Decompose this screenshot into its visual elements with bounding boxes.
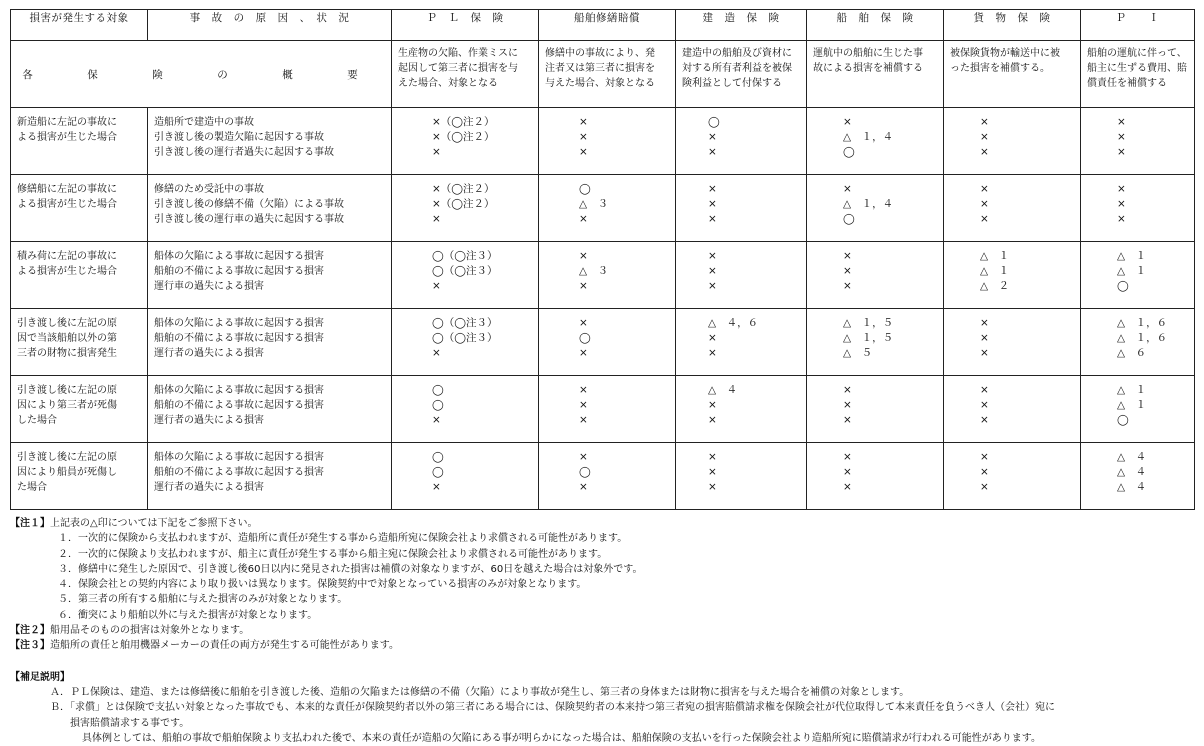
- coverage-mark: ×: [432, 481, 441, 493]
- incident-line: 引き渡し後の運行車の過失に起因する事故: [154, 214, 344, 225]
- incident-line: 船体の欠陥による事故に起因する損害: [154, 318, 324, 329]
- coverage-mark: ×（◯注２）: [432, 131, 495, 143]
- note3-label: 【注３】: [10, 640, 50, 652]
- coverage-mark: ◯: [579, 183, 591, 195]
- coverage-cell: [539, 376, 676, 443]
- note2-text: 船用品そのものの損害は対象外となります。: [50, 625, 250, 637]
- case-incidents: [148, 175, 392, 242]
- coverage-cell: [539, 309, 676, 376]
- coverage-cell: [1081, 108, 1195, 175]
- coverage-mark: ◯: [432, 451, 444, 463]
- coverage-mark: ×: [708, 250, 717, 262]
- overview-desc: [1081, 41, 1195, 108]
- overview-desc-line: 対する所有者利益を被保: [682, 63, 792, 74]
- overview-desc-line: った損害を補償する。: [950, 63, 1050, 74]
- coverage-cell: [539, 242, 676, 309]
- coverage-mark: △ １: [1117, 384, 1147, 396]
- coverage-mark: ×: [579, 116, 588, 128]
- coverage-cell: [676, 175, 807, 242]
- coverage-mark: ×: [708, 466, 717, 478]
- coverage-mark: ×: [980, 399, 989, 411]
- coverage-cell: [807, 443, 944, 510]
- case-target-line: 三者の財物に損害発生: [17, 348, 117, 359]
- coverage-mark: ×: [980, 414, 989, 426]
- case-target: [11, 108, 148, 175]
- coverage-cell: [676, 242, 807, 309]
- coverage-mark: ×: [843, 265, 852, 277]
- coverage-mark: ×（◯注２）: [432, 183, 495, 195]
- coverage-mark: ×: [432, 280, 441, 292]
- coverage-mark: ×: [980, 317, 989, 329]
- notes-section: [10, 516, 1194, 746]
- coverage-mark: ×: [579, 250, 588, 262]
- coverage-mark: ◯: [579, 466, 591, 478]
- overview-desc: [807, 41, 944, 108]
- overview-desc-line: えた場合、対象となる: [398, 78, 498, 89]
- coverage-mark: ×: [708, 451, 717, 463]
- coverage-mark: ×: [843, 466, 852, 478]
- header-row: [11, 10, 1195, 41]
- case-row: [11, 443, 1195, 510]
- coverage-cell: [539, 175, 676, 242]
- supplement-item-a: Ａ．ＰＬ保険は、建造、または修繕後に船舶を引き渡した後、造船の欠陥または修繕の不備（欠陥）により事故が発生し、第三者の身体または財物に損害を与えた場合を補償の対象とします。: [50, 686, 910, 698]
- note1-item: ４．保険会社との契約内容により取り扱いは異なります。保険契約中で対象となっている損害のみが対象となります。: [58, 579, 587, 591]
- note2-label: 【注２】: [10, 625, 50, 637]
- case-rows: [11, 108, 1195, 510]
- coverage-mark: ×: [980, 347, 989, 359]
- case-target-line: 因により船員が死傷し: [17, 467, 117, 478]
- case-row: [11, 108, 1195, 175]
- overview-desc-line: 被保険貨物が輸送中に被: [950, 48, 1060, 59]
- header-construction-insurance: 建 造 保 険: [676, 10, 807, 41]
- coverage-mark: △ １，５: [843, 317, 894, 329]
- case-target-line: よる損害が生じた場合: [17, 132, 117, 143]
- coverage-mark: ×: [579, 317, 588, 329]
- coverage-cell: [392, 309, 539, 376]
- coverage-cell: [1081, 242, 1195, 309]
- note1-item: １．一次的に保険から支払われますが、造船所に責任が発生する事から造船所宛に保険会社より求償される可能性があります。: [58, 533, 628, 545]
- coverage-mark: ×: [432, 347, 441, 359]
- overview-desc-line: 与えた場合、対象となる: [545, 78, 655, 89]
- coverage-mark: ×（◯注２）: [432, 116, 495, 128]
- coverage-mark: △ ４: [1117, 466, 1147, 478]
- coverage-mark: △ ４，６: [708, 317, 759, 329]
- incident-line: 引き渡し後の修繕不備（欠陥）による事故: [154, 199, 344, 210]
- coverage-mark: ×: [579, 399, 588, 411]
- note1-item: ２．一次的に保険より支払われますが、船主に責任が発生する事から船主宛に保険会社より求償される可能性があります。: [58, 548, 608, 560]
- coverage-mark: ◯: [432, 384, 444, 396]
- coverage-mark: ×: [843, 451, 852, 463]
- overview-desc-line: 船舶の運航に伴って、: [1087, 48, 1187, 59]
- coverage-mark: ×: [432, 414, 441, 426]
- coverage-mark: ×: [980, 451, 989, 463]
- note1-item: ６．衝突により船舶以外に与えた損害が対象となります。: [58, 609, 318, 621]
- coverage-mark: ◯: [843, 213, 855, 225]
- coverage-mark: ◯（◯注３）: [432, 250, 498, 262]
- coverage-mark: ×: [432, 213, 441, 225]
- coverage-cell: [676, 376, 807, 443]
- coverage-mark: ×: [708, 146, 717, 158]
- coverage-cell: [807, 175, 944, 242]
- coverage-mark: ×: [1117, 213, 1126, 225]
- coverage-mark: ×: [708, 481, 717, 493]
- coverage-cell: [392, 443, 539, 510]
- supplement-continuation: 損害賠償請求する事です。: [70, 717, 190, 729]
- coverage-mark: ◯: [432, 466, 444, 478]
- coverage-mark: ◯: [843, 146, 855, 158]
- coverage-mark: ×: [1117, 183, 1126, 195]
- overview-desc-line: 起因して第三者に損害を与: [398, 63, 518, 74]
- case-row: [11, 242, 1195, 309]
- incident-line: 船体の欠陥による事故に起因する損害: [154, 251, 324, 262]
- coverage-mark: ◯（◯注３）: [432, 265, 498, 277]
- coverage-mark: △ ４: [1117, 481, 1147, 493]
- note3-text: 造船所の責任と舶用機器メーカーの責任の両方が発生する可能性があります。: [50, 640, 399, 652]
- case-target-line: よる損害が生じた場合: [17, 199, 117, 210]
- coverage-mark: ×: [708, 183, 717, 195]
- coverage-cell: [676, 443, 807, 510]
- incident-line: 船体の欠陥による事故に起因する損害: [154, 385, 324, 396]
- header-cause: 事 故 の 原 因 、 状 況: [148, 10, 392, 41]
- coverage-mark: ×: [579, 213, 588, 225]
- coverage-mark: ×: [1117, 198, 1126, 210]
- overview-desc-line: 修繕中の事故により、発: [545, 48, 655, 59]
- coverage-mark: △ ６: [1117, 347, 1147, 359]
- overview-desc: [539, 41, 676, 108]
- incident-line: 修繕のため受託中の事故: [154, 184, 264, 195]
- incident-line: 運行車の過失による損害: [154, 281, 264, 292]
- case-incidents: [148, 443, 392, 510]
- coverage-cell: [539, 108, 676, 175]
- coverage-mark: ×: [980, 466, 989, 478]
- coverage-mark: ×: [1117, 146, 1126, 158]
- case-row: [11, 175, 1195, 242]
- coverage-mark: ×: [843, 384, 852, 396]
- coverage-cell: [944, 376, 1081, 443]
- incident-line: 船舶の不備による事故に起因する損害: [154, 400, 324, 411]
- overview-desc-line: 注者又は第三者に損害を: [545, 63, 655, 74]
- coverage-mark: ×: [708, 280, 717, 292]
- case-incidents: [148, 242, 392, 309]
- incident-line: 船舶の不備による事故に起因する損害: [154, 333, 324, 344]
- case-target-line: 修繕船に左記の事故に: [17, 184, 117, 195]
- case-incidents: [148, 309, 392, 376]
- coverage-mark: △ ４: [708, 384, 738, 396]
- supplement-label: 【補足説明】: [10, 671, 70, 683]
- coverage-mark: ◯: [1117, 280, 1129, 292]
- coverage-mark: ×: [708, 347, 717, 359]
- case-target: [11, 242, 148, 309]
- coverage-mark: ×: [980, 384, 989, 396]
- case-incidents: [148, 108, 392, 175]
- coverage-mark: ×: [579, 384, 588, 396]
- header-hull-insurance: 船 舶 保 険: [807, 10, 944, 41]
- coverage-mark: ◯: [708, 116, 720, 128]
- overview-desc-line: 運航中の船舶に生じた事: [813, 48, 923, 59]
- coverage-mark: ×: [579, 451, 588, 463]
- incident-line: 運行者の過失による損害: [154, 348, 264, 359]
- case-target-line: た場合: [17, 482, 47, 493]
- overview-label: 各 保 険 の 概 要: [11, 41, 392, 108]
- note1-text: 上記表の△印については下記をご参照下さい。: [50, 518, 258, 529]
- coverage-mark: △ １: [1117, 265, 1147, 277]
- overview-desc-line: 償責任を補償する: [1087, 78, 1167, 89]
- overview-desc: [944, 41, 1081, 108]
- coverage-mark: ◯: [1117, 414, 1129, 426]
- coverage-mark: ×: [708, 265, 717, 277]
- case-target: [11, 175, 148, 242]
- case-row: [11, 309, 1195, 376]
- note1-item: ３．修繕中に発生した原因で、引き渡し後60日以内に発見された損害は補償の対象なりますが、60日を越えた場合は対象外です。: [58, 563, 643, 575]
- header-repair-liability: 船舶修繕賠償: [539, 10, 676, 41]
- case-target-line: 引き渡し後に左記の原: [17, 452, 117, 463]
- coverage-mark: △ ４: [1117, 451, 1147, 463]
- supplement-example: 具体例としては、船舶の事故で船舶保険より支払われた後で、本来の責任が造船の欠陥にある事が明らかになった場合は、船舶保険の支払いを行った保険会社より造船所宛に賠償請求が行われる可能性があります。: [82, 732, 1041, 744]
- header-target: 損害が発生する対象: [11, 10, 148, 41]
- coverage-cell: [676, 108, 807, 175]
- case-target: [11, 309, 148, 376]
- case-target-line: した場合: [17, 415, 57, 426]
- coverage-mark: △ ３: [579, 198, 609, 210]
- incident-line: 運行者の過失による損害: [154, 415, 264, 426]
- coverage-mark: ×: [1117, 131, 1126, 143]
- coverage-cell: [944, 309, 1081, 376]
- overview-desc-line: 故による損害を補償する: [813, 63, 923, 74]
- case-target: [11, 376, 148, 443]
- coverage-mark: △ １，６: [1117, 332, 1168, 344]
- coverage-cell: [1081, 376, 1195, 443]
- coverage-mark: ×: [1117, 116, 1126, 128]
- case-target-line: 因により第三者が死傷: [17, 400, 117, 411]
- coverage-cell: [392, 242, 539, 309]
- overview-desc: [676, 41, 807, 108]
- coverage-mark: ×: [843, 280, 852, 292]
- coverage-mark: △ １: [980, 265, 1010, 277]
- case-target-line: 因で当該船舶以外の第: [17, 333, 117, 344]
- coverage-cell: [392, 376, 539, 443]
- overview-row: [11, 41, 1195, 108]
- incident-line: 船舶の不備による事故に起因する損害: [154, 266, 324, 277]
- overview-desc-line: 険利益として付保する: [682, 78, 782, 89]
- incident-line: 船舶の不備による事故に起因する損害: [154, 467, 324, 478]
- insurance-coverage-table: [10, 9, 1195, 510]
- note1-label: 【注１】: [10, 518, 50, 529]
- incident-line: 引き渡し後の運行者過失に起因する事故: [154, 147, 334, 158]
- coverage-mark: △ １，５: [843, 332, 894, 344]
- coverage-mark: ×: [980, 116, 989, 128]
- coverage-mark: ×: [579, 131, 588, 143]
- incident-line: 運行者の過失による損害: [154, 482, 264, 493]
- incident-line: 引き渡し後の製造欠陥に起因する事故: [154, 132, 324, 143]
- case-target-line: 積み荷に左記の事故に: [17, 251, 117, 262]
- coverage-mark: ◯（◯注３）: [432, 332, 498, 344]
- coverage-mark: ×: [843, 414, 852, 426]
- coverage-mark: ×: [980, 213, 989, 225]
- coverage-mark: ×: [432, 146, 441, 158]
- coverage-mark: ×: [843, 481, 852, 493]
- supplement-item-b: Ｂ．「求償」とは保険で支払い対象となった事故でも、本来的な責任が保険契約者以外の第三者にある場合には、保険契約者の本来持つ第三者宛の損害賠償請求権を保険会社が代位取得して本来責任を負うべき人（会社）宛に: [50, 702, 1055, 714]
- overview-desc-line: 生産物の欠陥、作業ミスに: [398, 48, 518, 59]
- coverage-mark: ×: [980, 131, 989, 143]
- coverage-cell: [807, 309, 944, 376]
- coverage-mark: ×: [980, 183, 989, 195]
- coverage-mark: △ １，４: [843, 198, 894, 210]
- coverage-cell: [392, 175, 539, 242]
- header-pl-insurance: Ｐ Ｌ 保 険: [392, 10, 539, 41]
- coverage-cell: [807, 108, 944, 175]
- coverage-mark: △ ５: [843, 347, 873, 359]
- overview-desc: [392, 41, 539, 108]
- document: [10, 9, 1194, 746]
- coverage-mark: ×（◯注２）: [432, 198, 495, 210]
- coverage-mark: ◯: [579, 332, 591, 344]
- coverage-mark: ×: [980, 481, 989, 493]
- case-target-line: 新造船に左記の事故に: [17, 117, 117, 128]
- coverage-mark: ×: [980, 146, 989, 158]
- coverage-mark: △ １，６: [1117, 317, 1168, 329]
- coverage-mark: ×: [708, 399, 717, 411]
- coverage-mark: ×: [843, 116, 852, 128]
- coverage-mark: ×: [980, 198, 989, 210]
- header-cargo-insurance: 貨 物 保 険: [944, 10, 1081, 41]
- coverage-mark: ×: [579, 414, 588, 426]
- case-target-line: よる損害が生じた場合: [17, 266, 117, 277]
- coverage-mark: △ ２: [980, 280, 1010, 292]
- coverage-mark: ×: [579, 347, 588, 359]
- coverage-mark: ×: [579, 280, 588, 292]
- coverage-mark: △ １: [1117, 399, 1147, 411]
- coverage-mark: △ １: [980, 250, 1010, 262]
- coverage-cell: [944, 443, 1081, 510]
- coverage-mark: ×: [708, 332, 717, 344]
- coverage-cell: [676, 309, 807, 376]
- coverage-mark: ×: [708, 213, 717, 225]
- case-row: [11, 376, 1195, 443]
- coverage-cell: [1081, 309, 1195, 376]
- coverage-cell: [539, 443, 676, 510]
- coverage-cell: [944, 108, 1081, 175]
- case-target: [11, 443, 148, 510]
- overview-desc-line: 船主に生ずる費用、賠: [1087, 63, 1187, 74]
- coverage-mark: ×: [843, 399, 852, 411]
- coverage-mark: ◯: [432, 399, 444, 411]
- coverage-mark: ×: [579, 146, 588, 158]
- overview-desc-line: 建造中の船舶及び資材に: [682, 48, 792, 59]
- coverage-cell: [807, 376, 944, 443]
- coverage-cell: [944, 242, 1081, 309]
- case-incidents: [148, 376, 392, 443]
- incident-line: 造船所で建造中の事故: [154, 117, 254, 128]
- coverage-cell: [1081, 443, 1195, 510]
- coverage-mark: △ １: [1117, 250, 1147, 262]
- coverage-cell: [807, 242, 944, 309]
- coverage-cell: [1081, 175, 1195, 242]
- note1-items: [10, 531, 1194, 623]
- coverage-mark: ×: [980, 332, 989, 344]
- coverage-mark: ×: [843, 183, 852, 195]
- coverage-cell: [392, 108, 539, 175]
- coverage-mark: ×: [843, 250, 852, 262]
- coverage-mark: ×: [708, 198, 717, 210]
- coverage-mark: ◯（◯注３）: [432, 317, 498, 329]
- coverage-mark: △ １，４: [843, 131, 894, 143]
- case-target-line: 引き渡し後に左記の原: [17, 318, 117, 329]
- header-pi-insurance: Ｐ Ｉ: [1081, 10, 1195, 41]
- coverage-cell: [944, 175, 1081, 242]
- incident-line: 船体の欠陥による事故に起因する損害: [154, 452, 324, 463]
- coverage-mark: ×: [708, 131, 717, 143]
- coverage-mark: ×: [708, 414, 717, 426]
- note1-item: ５．第三者の所有する船舶に与えた損害のみが対象となります。: [58, 594, 348, 606]
- coverage-mark: △ ３: [579, 265, 609, 277]
- case-target-line: 引き渡し後に左記の原: [17, 385, 117, 396]
- coverage-mark: ×: [579, 481, 588, 493]
